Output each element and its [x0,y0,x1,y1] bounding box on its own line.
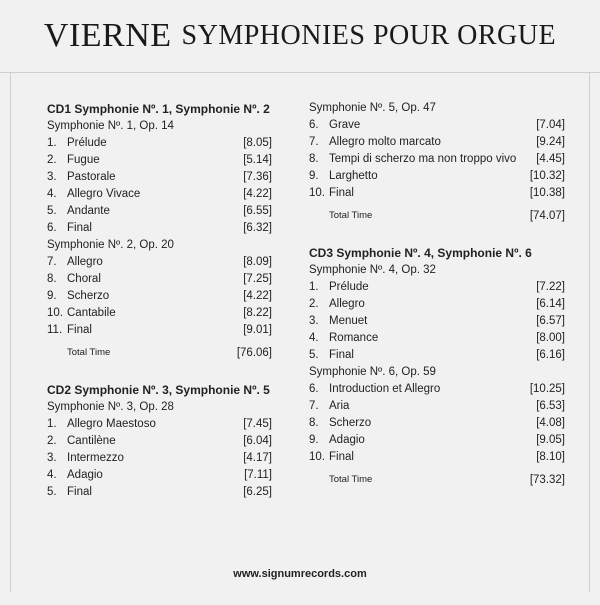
track-title: Allegro molto marcato [329,136,441,148]
track-number: 5. [47,205,57,217]
track-duration: [7.11] [244,469,272,481]
track-row [309,347,565,364]
track-duration: [9.05] [536,434,565,446]
track-duration: [4.08] [536,417,565,429]
track-number: 7. [309,400,319,412]
track-row [309,151,565,168]
track-number: 3. [47,171,57,183]
title-bar [0,0,600,73]
cd3-heading: CD3 Symphonie Nº. 4, Symphonie Nº. 6 [309,246,532,260]
track-row [309,415,565,432]
symphony-1-tracklist [47,135,272,237]
right-column [309,100,565,488]
track-title: Pastorale [67,171,116,183]
track-number: 9. [309,170,319,182]
track-title: Allegro [329,298,365,310]
track-title: Allegro Vivace [67,188,141,200]
track-row [309,168,565,185]
track-duration: [6.32] [243,222,272,234]
track-title: Final [67,222,92,234]
track-duration: [10.38] [529,187,565,199]
symphony-6-tracklist [309,381,565,466]
track-number: 7. [309,136,319,148]
track-row [309,381,565,398]
track-number: 10. [309,187,325,199]
symphony-4-heading: Symphonie Nº. 4, Op. 32 [309,264,436,276]
track-title: Choral [67,273,101,285]
cd3-total-row [309,472,565,488]
left-border [10,72,11,592]
total-time-value: [73.32] [529,474,565,486]
track-title: Intermezzo [67,452,124,464]
symphony-4-tracklist [309,279,565,364]
track-row [47,433,272,450]
symphony-3-tracklist [47,416,272,501]
track-duration: [8.22] [243,307,272,319]
track-number: 5. [47,486,57,498]
track-row [309,313,565,330]
total-time-value: [74.07] [529,210,565,222]
track-number: 3. [309,315,319,327]
track-title: Final [67,324,92,336]
symphony-5-heading: Symphonie Nº. 5, Op. 47 [309,102,436,114]
website-link[interactable]: www.signumrecords.com [233,568,367,580]
track-duration: [7.45] [243,418,272,430]
track-title: Final [67,486,92,498]
track-number: 7. [47,256,57,268]
total-time-value: [76.06] [236,347,272,359]
track-number: 6. [47,222,57,234]
track-duration: [6.57] [536,315,565,327]
track-row [309,432,565,449]
track-number: 5. [309,349,319,361]
track-title: Andante [67,205,110,217]
track-duration: [4.22] [243,188,272,200]
track-row [309,330,565,347]
total-time-label: Total Time [67,347,111,358]
track-number: 6. [309,383,319,395]
track-number: 1. [309,281,319,293]
track-row [47,416,272,433]
track-title: Prélude [329,281,369,293]
symphony-2-heading: Symphonie Nº. 2, Op. 20 [47,239,174,251]
track-number: 4. [47,188,57,200]
right-border [589,72,590,592]
track-number: 6. [309,119,319,131]
track-number: 11. [47,324,63,336]
track-duration: [6.25] [243,486,272,498]
track-number: 2. [47,435,57,447]
track-title: Allegro Maestoso [67,418,156,430]
track-row [309,296,565,313]
track-number: 9. [47,290,57,302]
track-title: Menuet [329,315,368,327]
symphony-2-tracklist [47,254,272,339]
track-number: 2. [309,298,319,310]
track-duration: [7.36] [243,171,272,183]
track-number: 4. [47,469,57,481]
track-row [47,305,272,322]
track-number: 1. [47,137,57,149]
track-duration: [6.55] [243,205,272,217]
track-row [47,203,272,220]
track-duration: [9.24] [536,136,565,148]
track-row [309,279,565,296]
symphony-6-heading: Symphonie Nº. 6, Op. 59 [309,366,436,378]
track-row [47,322,272,339]
track-row [47,450,272,467]
track-number: 8. [309,153,319,165]
track-row [47,169,272,186]
track-row [309,134,565,151]
spacer [47,361,272,381]
spacer [309,224,565,244]
track-row [309,185,565,202]
track-number: 1. [47,418,57,430]
track-title: Larghetto [329,170,378,182]
track-number: 8. [309,417,319,429]
work-title: SYMPHONIES POUR ORGUE [181,20,557,51]
track-duration: [6.04] [243,435,272,447]
track-row [47,467,272,484]
track-number: 9. [309,434,319,446]
track-duration: [4.22] [243,290,272,302]
track-duration: [8.09] [243,256,272,268]
symphony-1-heading: Symphonie Nº. 1, Op. 14 [47,120,174,132]
track-number: 4. [309,332,319,344]
track-title: Allegro [67,256,103,268]
track-title: Cantilène [67,435,116,447]
symphony-3-heading: Symphonie Nº. 3, Op. 28 [47,401,174,413]
track-duration: [7.04] [536,119,565,131]
track-number: 10. [47,307,63,319]
track-title: Scherzo [67,290,110,302]
track-number: 10. [309,451,325,463]
track-title: Cantabile [67,307,116,319]
track-duration: [6.14] [536,298,565,310]
composer-name: VIERNE [43,17,172,54]
track-row [47,186,272,203]
track-row [309,449,565,466]
cd2-total-row [309,208,565,224]
total-time-label: Total Time [329,210,373,221]
left-column [47,100,272,501]
track-title: Grave [329,119,361,131]
track-duration: [4.45] [536,153,565,165]
track-title: Prélude [67,137,107,149]
track-duration: [4.17] [243,452,272,464]
track-row [47,254,272,271]
track-duration: [8.10] [536,451,565,463]
track-duration: [5.14] [243,154,272,166]
track-title: Final [329,187,354,199]
track-title: Tempi di scherzo ma non troppo vivo [329,153,517,165]
track-row [47,288,272,305]
track-row [47,135,272,152]
track-title: Scherzo [329,417,372,429]
track-title: Final [329,349,354,361]
track-row [309,117,565,134]
cd1-heading: CD1 Symphonie Nº. 1, Symphonie Nº. 2 [47,102,270,116]
cd2-heading: CD2 Symphonie Nº. 3, Symphonie Nº. 5 [47,383,270,397]
track-duration: [8.00] [536,332,565,344]
track-title: Aria [329,400,350,412]
track-number: 8. [47,273,57,285]
track-duration: [10.32] [529,170,565,182]
track-row [309,398,565,415]
track-title: Introduction et Allegro [329,383,441,395]
track-duration: [7.22] [536,281,565,293]
track-duration: [10.25] [529,383,565,395]
track-duration: [9.01] [243,324,272,336]
track-duration: [8.05] [243,137,272,149]
track-title: Fugue [67,154,100,166]
track-title: Final [329,451,354,463]
track-title: Romance [329,332,379,344]
track-row [47,220,272,237]
track-title: Adagio [329,434,365,446]
symphony-5-tracklist [309,117,565,202]
track-duration: [6.53] [536,400,565,412]
track-duration: [7.25] [243,273,272,285]
track-duration: [6.16] [536,349,565,361]
total-time-label: Total Time [329,474,373,485]
track-row [47,484,272,501]
track-row [47,152,272,169]
track-number: 2. [47,154,57,166]
track-number: 3. [47,452,57,464]
track-title: Adagio [67,469,103,481]
track-row [47,271,272,288]
cd1-total-row [47,345,272,361]
